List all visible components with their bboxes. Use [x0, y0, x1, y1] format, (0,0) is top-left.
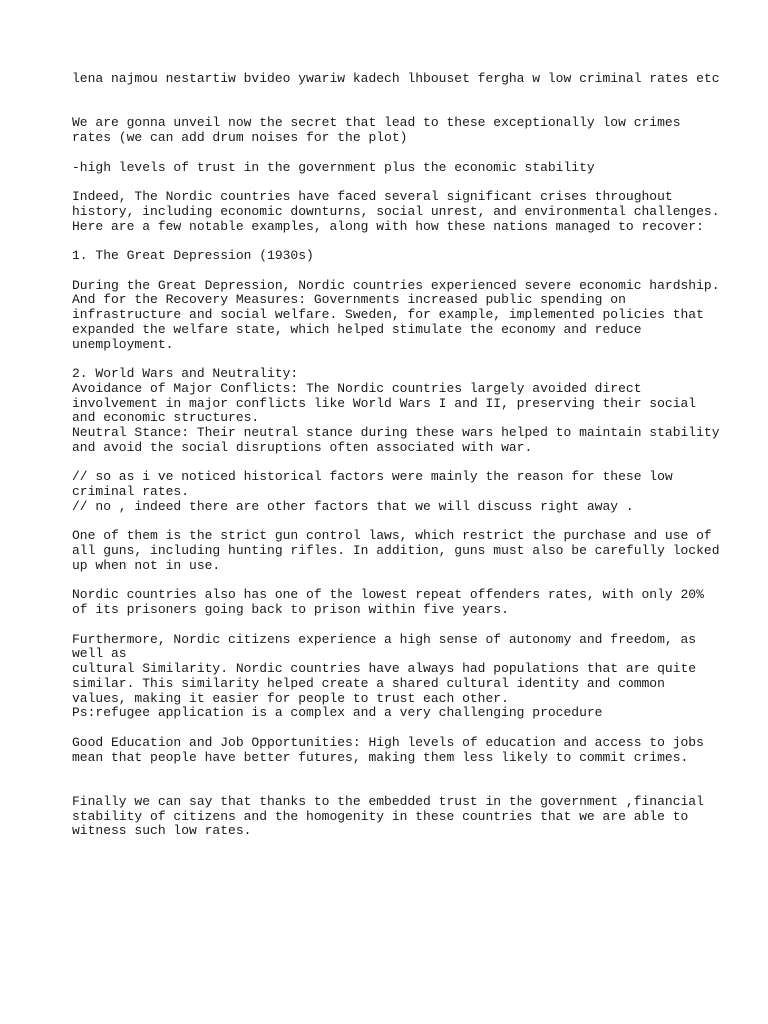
- paragraph-line: well as: [72, 646, 127, 662]
- paragraph-line: up when not in use.: [72, 557, 221, 573]
- paragraph-line: Good Education and Job Opportunities: High levels of education and access to jobs: [72, 734, 704, 750]
- paragraph-line: Avoidance of Major Conflicts: The Nordic countries largely avoided direct: [72, 380, 642, 396]
- blank-line: [72, 87, 712, 102]
- paragraph-line: During the Great Depression, Nordic countries experienced severe economic hardship.: [72, 277, 720, 293]
- paragraph-line: rates (we can add drum noises for the plot): [72, 130, 408, 145]
- blank-line: [72, 456, 712, 471]
- document-page: [72, 71, 720, 839]
- blank-line: [72, 515, 712, 530]
- paragraph-line: Indeed, The Nordic countries have faced several significant crises throughout: [72, 189, 673, 204]
- section-heading: 1. The Great Depression (1930s): [72, 248, 314, 263]
- paragraph-line: -high levels of trust in the government plus the economic stability: [72, 159, 595, 175]
- paragraph-line: Furthermore, Nordic citizens experience a high sense of autonomy and freedom, as: [72, 631, 697, 647]
- paragraph-line: involvement in major conflicts like World Wars I and II, preserving their social: [72, 395, 697, 411]
- conclusion-line: stability of citizens and the homogenity in these countries that we are able to: [72, 808, 689, 824]
- conclusion-line: witness such low rates.: [72, 823, 252, 839]
- blank-line: [72, 175, 712, 190]
- paragraph-line: One of them is the strict gun control laws, which restrict the purchase and use of: [72, 528, 712, 544]
- blank-line: [72, 264, 712, 279]
- blank-line: [72, 352, 712, 367]
- paragraph-line: and economic structures.: [72, 410, 260, 426]
- blank-line: [72, 618, 712, 633]
- paragraph-line: of its prisoners going back to prison within five years.: [72, 602, 509, 617]
- paragraph-line: Here are a few notable examples, along with how these nations managed to recover:: [72, 218, 704, 234]
- blank-line: [72, 102, 712, 117]
- paragraph-line: cultural Similarity. Nordic countries have always had populations that are quite: [72, 661, 697, 676]
- paragraph-line: and avoid the social disruptions often associated with war.: [72, 439, 533, 455]
- blank-line: [72, 146, 712, 161]
- blank-line: [72, 574, 712, 589]
- paragraph-line: all guns, including hunting rifles. In addition, guns must also be carefully locked: [72, 543, 720, 558]
- blank-line: [72, 721, 712, 736]
- paragraph-line: Neutral Stance: Their neutral stance during these wars helped to maintain stability: [72, 425, 720, 440]
- comment-line: // so as i ve noticed historical factors were mainly the reason for these low: [72, 469, 673, 485]
- blank-line: [72, 765, 712, 780]
- blank-line: [72, 234, 712, 249]
- comment-line: // no , indeed there are other factors that we will discuss right away .: [72, 498, 634, 514]
- paragraph-line: history, including economic downturns, social unrest, and environmental challenges.: [72, 203, 720, 219]
- conclusion-line: Finally we can say that thanks to the embedded trust in the government ,financial: [72, 793, 704, 809]
- paragraph-line: infrastructure and social welfare. Sweden, for example, implemented policies that: [72, 307, 704, 322]
- paragraph-line: Ps:refugee application is a complex and a very challenging procedure: [72, 705, 603, 721]
- blank-line: [72, 780, 712, 795]
- paragraph-line: And for the Recovery Measures: Governments increased public spending on: [72, 292, 626, 308]
- paragraph-line: unemployment.: [72, 336, 174, 352]
- intro-note: lena najmou nestartiw bvideo ywariw kadech lhbouset fergha w low criminal rates etc: [72, 71, 720, 86]
- comment-line: criminal rates.: [72, 484, 190, 499]
- paragraph-line: mean that people have better futures, making them less likely to commit crimes.: [72, 749, 689, 765]
- paragraph-line: expanded the welfare state, which helped stimulate the economy and reduce: [72, 321, 642, 337]
- paragraph-line: Nordic countries also has one of the lowest repeat offenders rates, with only 20%: [72, 587, 704, 603]
- paragraph-line: similar. This similarity helped create a shared cultural identity and common: [72, 675, 665, 691]
- paragraph-line: We are gonna unveil now the secret that lead to these exceptionally low crimes: [72, 115, 681, 131]
- section-heading: 2. World Wars and Neutrality:: [72, 366, 299, 381]
- paragraph-line: values, making it easier for people to trust each other.: [72, 690, 509, 706]
